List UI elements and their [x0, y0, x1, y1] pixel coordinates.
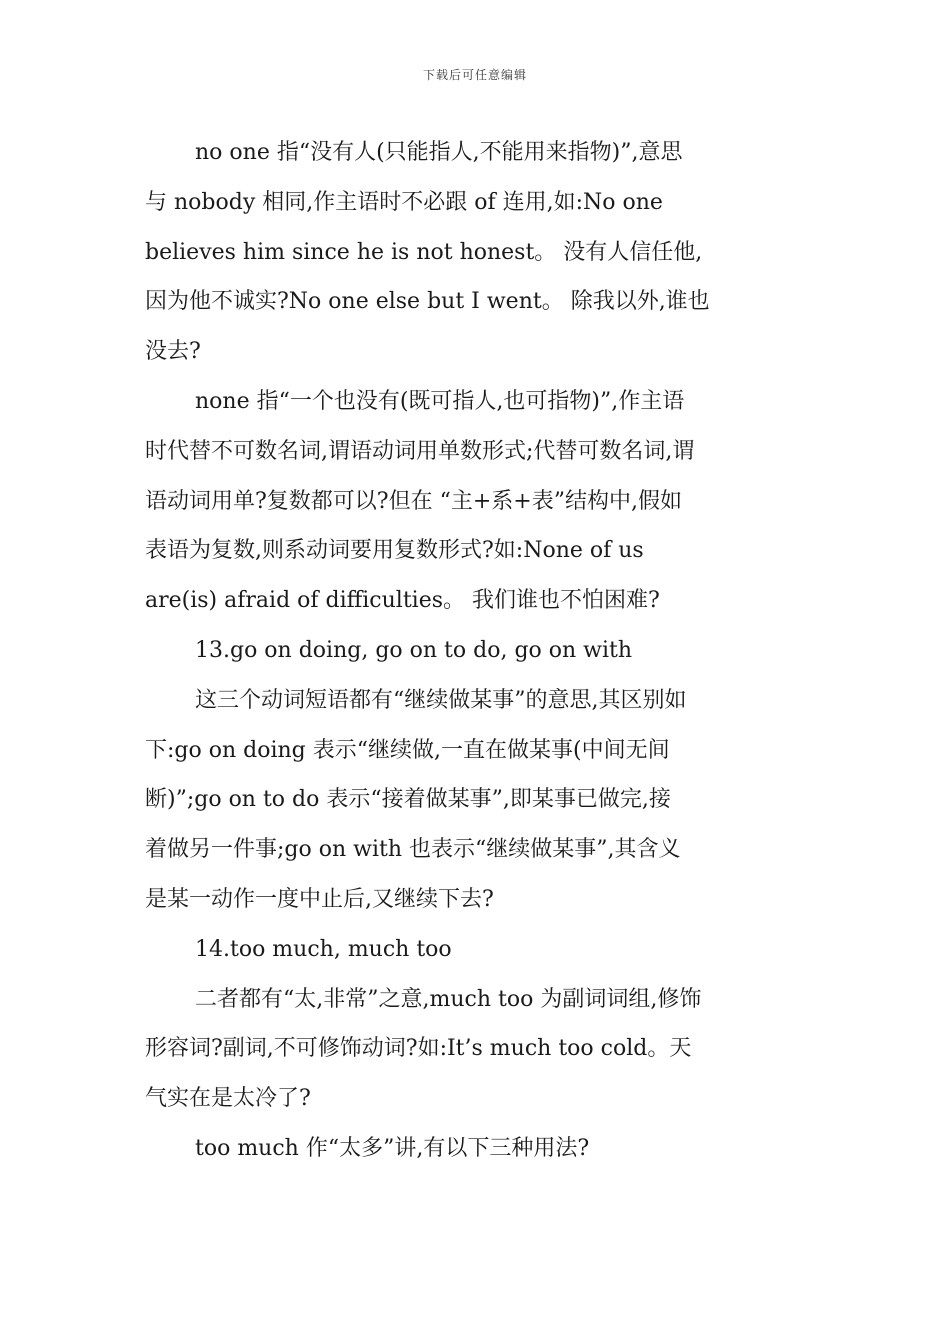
text-line: too much 作“太多”讲,有以下三种用法?: [195, 1135, 590, 1161]
text-line: 断)”;go on to do 表示“接着做某事”,即某事已做完,接: [145, 787, 671, 813]
section-heading: 14.too much, much too: [195, 936, 452, 962]
section-heading: 13.go on doing, go on to do, go on with: [195, 637, 633, 663]
text-line: 形容词?副词,不可修饰动词?如:It’s much too cold。天: [145, 1036, 692, 1062]
body-text: [145, 128, 805, 1174]
text-line: 语动词用单?复数都可以?但在 “主+系+表”结构中,假如: [145, 488, 682, 514]
text-line: 因为他不诚实?No one else but I went。 除我以外,谁也: [145, 289, 710, 315]
text-line: 与 nobody 相同,作主语时不必跟 of 连用,如:No one: [145, 189, 663, 215]
text-line: 表语为复数,则系动词要用复数形式?如:None of us: [145, 538, 644, 564]
text-line: no one 指“没有人(只能指人,不能用来指物)”,意思: [195, 140, 683, 165]
text-line: 是某一动作一度中止后,又继续下去?: [145, 886, 494, 912]
text-line: 下:go on doing 表示“继续做,一直在做某事(中间无间: [145, 737, 670, 763]
text-line: 没去?: [145, 339, 201, 365]
text-line: believes him since he is not honest。 没有人信任他,: [145, 239, 703, 265]
text-line: 这三个动词短语都有“继续做某事”的意思,其区别如: [195, 687, 687, 713]
text-line: 气实在是太冷了?: [145, 1086, 311, 1112]
text-line: 时代替不可数名词,谓语动词用单数形式;代替可数名词,谓: [145, 438, 695, 464]
text-line: none 指“一个也没有(既可指人,也可指物)”,作主语: [195, 388, 685, 414]
page-header: 下载后可任意编辑: [422, 68, 527, 82]
text-line: 着做另一件事;go on with 也表示“继续做某事”,其含义: [145, 837, 681, 863]
text-line: 二者都有“太,非常”之意,much too 为副词词组,修饰: [195, 986, 702, 1012]
text-line: are(is) afraid of difficulties。 我们谁也不怕困难?: [145, 588, 660, 614]
